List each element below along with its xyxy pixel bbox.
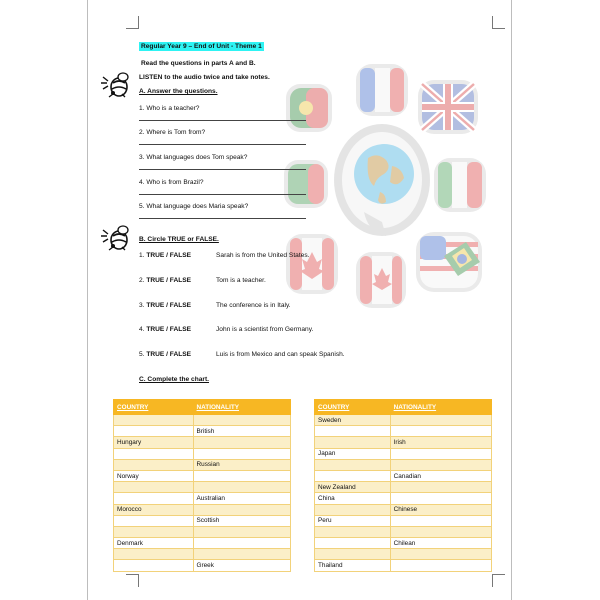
answer-line-1[interactable] — [139, 120, 306, 121]
table-row — [114, 560, 291, 571]
table-row — [315, 549, 492, 560]
country-header: COUNTRY — [315, 400, 391, 415]
country-cell[interactable] — [315, 538, 391, 549]
table-row — [315, 448, 492, 459]
answer-line-3[interactable] — [139, 169, 306, 170]
tf-choice-1[interactable]: TRUE / FALSE — [146, 252, 192, 259]
tf-statement-2: Tom is a teacher. — [216, 277, 266, 284]
nationality-chart-left — [113, 399, 291, 572]
country-cell: Morocco — [114, 504, 194, 515]
nationality-cell: British — [193, 426, 290, 437]
nationality-cell[interactable] — [390, 493, 491, 504]
nationality-cell: Scottish — [193, 515, 290, 526]
table-row — [114, 426, 291, 437]
nationality-header: NATIONALITY — [390, 400, 491, 415]
table-row — [315, 526, 492, 537]
tf-item-1: 1. TRUE / FALSE — [139, 252, 192, 259]
country-cell: China — [315, 493, 391, 504]
nationality-cell[interactable] — [193, 538, 290, 549]
country-cell: Hungary — [114, 437, 194, 448]
tf-choice-2[interactable]: TRUE / FALSE — [146, 277, 192, 284]
nationality-cell[interactable] — [390, 459, 491, 470]
country-cell: Norway — [114, 470, 194, 481]
nationality-cell[interactable] — [193, 448, 290, 459]
nationality-cell[interactable] — [390, 515, 491, 526]
tf-statement-1: Sarah is from the United States. — [216, 252, 310, 259]
country-cell[interactable] — [114, 459, 194, 470]
country-cell[interactable] — [315, 470, 391, 481]
tf-choice-3[interactable]: TRUE / FALSE — [146, 302, 192, 309]
table-row — [315, 470, 492, 481]
nationality-cell[interactable] — [390, 426, 491, 437]
nationality-cell[interactable] — [390, 482, 491, 493]
table-row — [114, 538, 291, 549]
nationality-cell[interactable] — [193, 549, 290, 560]
table-row — [315, 437, 492, 448]
nationality-cell: Irish — [390, 437, 491, 448]
table-header-row — [114, 400, 291, 415]
table-row — [315, 459, 492, 470]
table-row — [114, 482, 291, 493]
country-cell[interactable] — [315, 426, 391, 437]
instruction-listen: LISTEN to the audio twice and take notes. — [139, 74, 270, 81]
table-row — [114, 493, 291, 504]
nationality-cell[interactable] — [390, 448, 491, 459]
country-cell[interactable] — [114, 426, 194, 437]
country-cell[interactable] — [315, 459, 391, 470]
country-cell[interactable] — [315, 437, 391, 448]
country-cell[interactable] — [114, 526, 194, 537]
flags-globe-watermark — [284, 62, 494, 312]
nationality-cell[interactable] — [193, 504, 290, 515]
country-cell: New Zealand — [315, 482, 391, 493]
nationality-cell[interactable] — [390, 415, 491, 426]
answer-line-2[interactable] — [139, 144, 306, 145]
country-cell[interactable] — [315, 526, 391, 537]
country-cell[interactable] — [114, 560, 194, 571]
part-a-heading: A. Answer the questions. — [139, 88, 218, 95]
table-row — [315, 515, 492, 526]
table-row — [114, 526, 291, 537]
table-row — [114, 448, 291, 459]
tf-statement-3: The conference is in Italy. — [216, 302, 291, 309]
country-cell: Sweden — [315, 415, 391, 426]
table-row — [315, 493, 492, 504]
crop-mark-top-left — [126, 16, 139, 29]
table-row — [315, 426, 492, 437]
listening-bee-icon — [99, 224, 133, 254]
table-row — [315, 504, 492, 515]
table-row — [315, 482, 492, 493]
tf-statement-4: John is a scientist from Germany. — [216, 326, 314, 333]
table-row — [315, 538, 492, 549]
question-1: 1. Who is a teacher? — [139, 105, 200, 112]
nationality-cell[interactable] — [193, 415, 290, 426]
nationality-cell[interactable] — [193, 437, 290, 448]
country-cell[interactable] — [315, 549, 391, 560]
country-cell[interactable] — [114, 482, 194, 493]
listening-bee-icon — [99, 71, 133, 101]
part-b-heading: B. Circle TRUE or FALSE. — [139, 236, 219, 243]
nationality-cell: Russian — [193, 459, 290, 470]
table-row — [315, 415, 492, 426]
crop-mark-bottom-left — [126, 574, 139, 587]
page-left-edge — [87, 0, 88, 600]
nationality-header: NATIONALITY — [193, 400, 290, 415]
question-5: 5. What language does Maria speak? — [139, 203, 249, 210]
country-cell[interactable] — [315, 504, 391, 515]
answer-line-4[interactable] — [139, 194, 306, 195]
country-cell[interactable] — [114, 549, 194, 560]
table-row — [114, 515, 291, 526]
country-cell[interactable] — [114, 448, 194, 459]
nationality-cell[interactable] — [193, 470, 290, 481]
part-c-heading: C. Complete the chart. — [139, 376, 209, 383]
nationality-chart-right — [314, 399, 492, 572]
country-cell[interactable] — [114, 493, 194, 504]
tf-statement-5: Luis is from Mexico and can speak Spanish. — [216, 351, 345, 358]
page-right-edge — [511, 0, 512, 600]
table-row — [315, 560, 492, 571]
nationality-cell[interactable] — [390, 526, 491, 537]
nationality-cell: Greek — [193, 560, 290, 571]
tf-item-3: 3. TRUE / FALSE — [139, 302, 192, 309]
crop-mark-top-right — [492, 16, 505, 29]
country-header: COUNTRY — [114, 400, 194, 415]
question-4: 4. Who is from Brazil? — [139, 179, 204, 186]
table-row — [114, 549, 291, 560]
country-cell: Denmark — [114, 538, 194, 549]
table-row — [114, 504, 291, 515]
answer-line-5[interactable] — [139, 218, 306, 219]
question-3: 3. What languages does Tom speak? — [139, 154, 248, 161]
question-2: 2. Where is Tom from? — [139, 129, 206, 136]
crop-mark-bottom-right — [492, 574, 505, 587]
tf-item-4: 4. TRUE / FALSE — [139, 326, 192, 333]
nationality-cell[interactable] — [193, 482, 290, 493]
table-row — [114, 415, 291, 426]
nationality-cell: Chinese — [390, 504, 491, 515]
instruction-read: Read the questions in parts A and B. — [141, 60, 256, 67]
nationality-cell: Canadian — [390, 470, 491, 481]
country-cell[interactable] — [114, 415, 194, 426]
nationality-cell: Australian — [193, 493, 290, 504]
nationality-cell[interactable] — [193, 526, 290, 537]
worksheet-title: Regular Year 9 – End of Unit - Theme 1 — [141, 43, 262, 50]
tf-choice-4[interactable]: TRUE / FALSE — [146, 326, 192, 333]
nationality-cell: Chilean — [390, 538, 491, 549]
table-row — [114, 437, 291, 448]
country-cell[interactable] — [114, 515, 194, 526]
table-row — [114, 459, 291, 470]
table-header-row — [315, 400, 492, 415]
country-cell: Thailand — [315, 560, 391, 571]
tf-choice-5[interactable]: TRUE / FALSE — [146, 351, 192, 358]
country-cell: Peru — [315, 515, 391, 526]
nationality-cell[interactable] — [390, 549, 491, 560]
country-cell: Japan — [315, 448, 391, 459]
table-row — [114, 470, 291, 481]
tf-item-5: 5. TRUE / FALSE — [139, 351, 192, 358]
nationality-cell[interactable] — [390, 560, 491, 571]
tf-item-2: 2. TRUE / FALSE — [139, 277, 192, 284]
